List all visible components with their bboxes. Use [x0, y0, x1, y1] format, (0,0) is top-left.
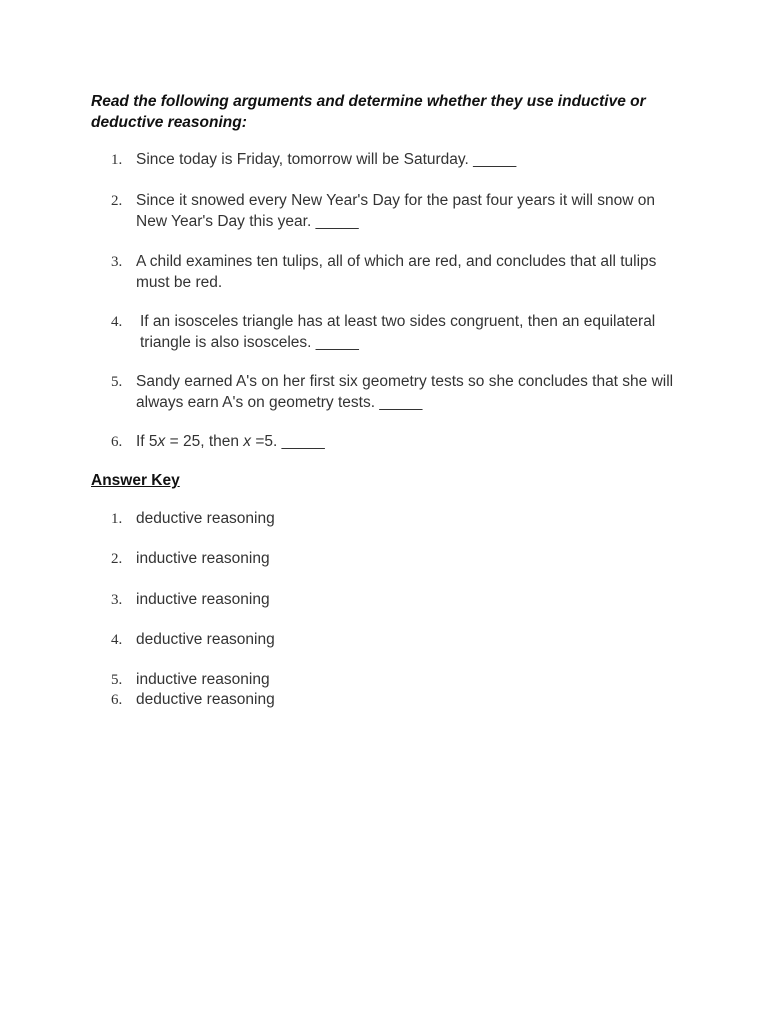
instructions-heading: Read the following arguments and determine whether they use inductive or deductive reasoning: — [91, 93, 646, 131]
answer-text: deductive reasoning — [136, 510, 275, 527]
question-number: 3. — [111, 254, 123, 270]
answer-number: 5. — [111, 672, 123, 688]
answer-text: inductive reasoning — [136, 591, 270, 608]
answer-number: 4. — [111, 632, 123, 648]
answer-number: 3. — [111, 592, 123, 608]
question-text — [136, 432, 676, 453]
answer-text: inductive reasoning — [136, 550, 270, 567]
answer-number: 1. — [111, 511, 123, 527]
answer-text: inductive reasoning — [136, 671, 270, 688]
answer-number: 6. — [111, 692, 123, 708]
question-text: Since today is Friday, tomorrow will be Saturday. _____ — [136, 151, 517, 168]
question-number: 5. — [111, 374, 123, 390]
question-number: 2. — [111, 193, 123, 209]
answer-text: deductive reasoning — [136, 631, 275, 648]
question-number: 1. — [111, 152, 123, 168]
equation-text: If 5 — [136, 433, 158, 450]
variable-x: x — [243, 433, 252, 450]
question-text: A child examines ten tulips, all of which are red, and concludes that all tulips must be red. — [136, 253, 657, 291]
question-text: Since it snowed every New Year's Day for the past four years it will snow on New Year's Day this year. _____ — [136, 192, 656, 230]
variable-x: x — [157, 433, 166, 450]
equation-text: =5. _____ — [251, 433, 325, 450]
question-text: Sandy earned A's on her first six geometry tests so she concludes that she will always earn A's on geometry tests. _____ — [136, 373, 674, 411]
question-number: 6. — [111, 434, 123, 450]
answer-text: deductive reasoning — [136, 691, 275, 708]
equation-text: = 25, then — [165, 433, 244, 450]
question-text: If an isosceles triangle has at least two sides congruent, then an equilateral triangle is also isosceles. _____ — [140, 313, 656, 351]
answer-key-heading: Answer Key — [91, 472, 180, 489]
answer-number: 2. — [111, 551, 123, 567]
question-number: 4. — [111, 314, 123, 330]
